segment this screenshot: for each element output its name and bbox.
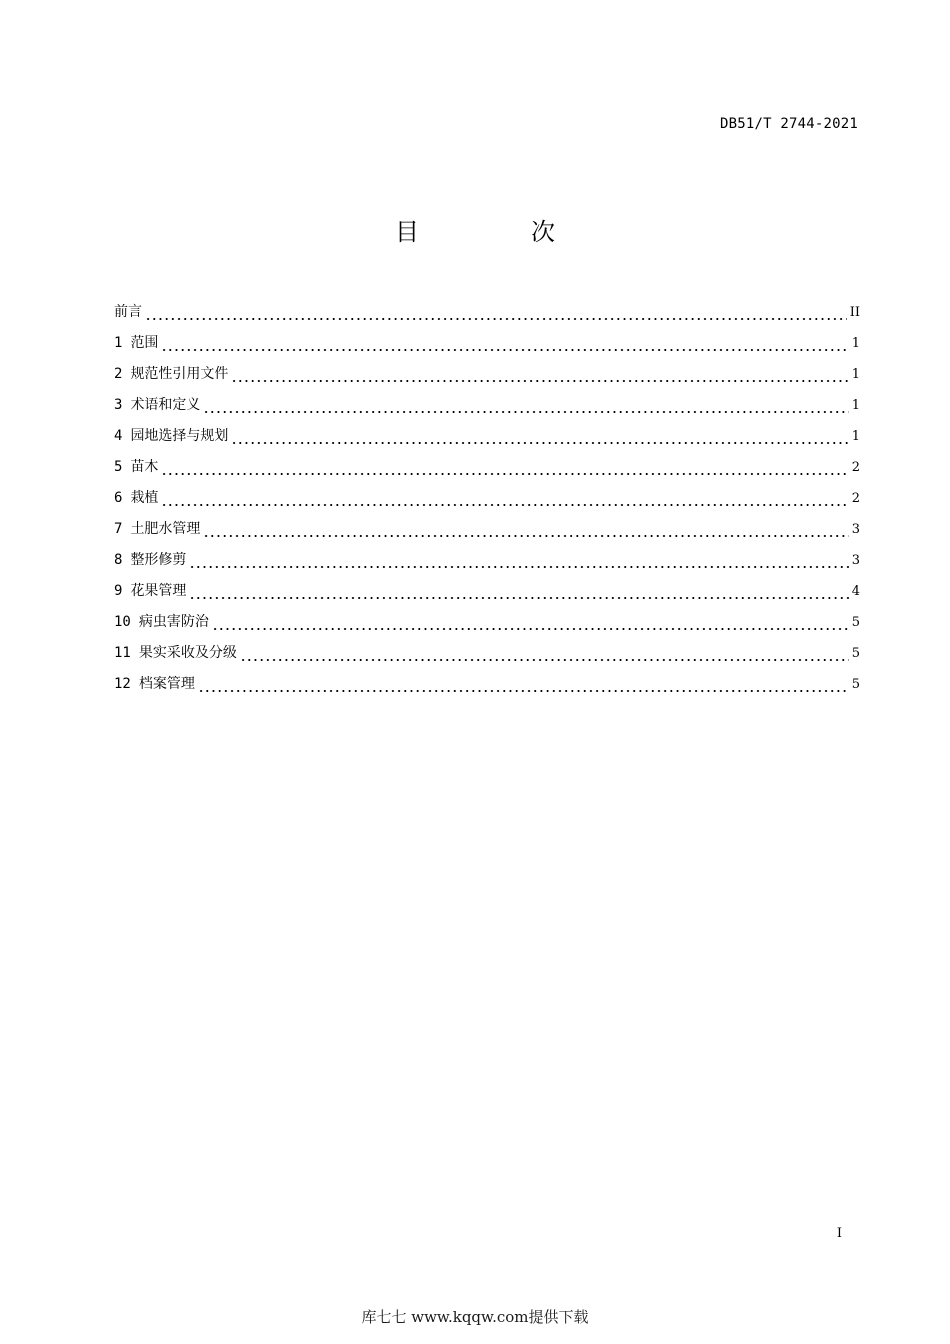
toc-entry-page: 5 (851, 677, 860, 692)
toc-entry-page: 4 (851, 584, 860, 599)
toc-entry-number: 1 (114, 335, 123, 351)
toc-dot-leader (212, 628, 849, 630)
toc-entry-number: 9 (114, 583, 123, 599)
toc-entry-text: 花果管理 (130, 583, 187, 599)
toc-dot-leader (231, 380, 848, 382)
toc-entry-page: 1 (851, 336, 860, 351)
toc-entry-number: 11 (114, 645, 131, 661)
toc-entry-9[interactable] (114, 578, 860, 609)
toc-entry-1[interactable] (114, 330, 860, 361)
toc-entry-text: 档案管理 (138, 676, 195, 692)
toc-entry-page: 2 (851, 491, 860, 506)
toc-entry-11[interactable] (114, 640, 860, 671)
toc-entry-number: 5 (114, 459, 123, 475)
toc-entry-number: 8 (114, 552, 123, 568)
toc-dot-leader (189, 597, 848, 599)
toc-entry-text: 果实采收及分级 (138, 645, 237, 661)
toc-entry-number: 4 (114, 428, 123, 444)
toc-entry-page: 2 (851, 460, 860, 475)
toc-entry-2[interactable] (114, 361, 860, 392)
toc-dot-leader (203, 535, 848, 537)
toc-entry-page: 5 (851, 615, 860, 630)
toc-entry-6[interactable] (114, 485, 860, 516)
toc-dot-leader (161, 504, 848, 506)
toc-entry-text: 规范性引用文件 (130, 366, 229, 382)
table-of-contents (114, 299, 860, 702)
toc-entry-text: 术语和定义 (130, 397, 201, 413)
toc-entry-5[interactable] (114, 454, 860, 485)
toc-dot-leader (203, 411, 848, 413)
toc-dot-leader (240, 659, 849, 661)
toc-entry-text: 园地选择与规划 (130, 428, 229, 444)
toc-entry-8[interactable] (114, 547, 860, 578)
toc-entry-10[interactable] (114, 609, 860, 640)
toc-entry-number: 7 (114, 521, 123, 537)
toc-entry-page: 1 (851, 429, 860, 444)
toc-entry-number: 2 (114, 366, 123, 382)
toc-entry-number: 3 (114, 397, 123, 413)
toc-entry-page: II (849, 305, 860, 320)
toc-entry-7[interactable] (114, 516, 860, 547)
toc-dot-leader (161, 349, 848, 351)
toc-entry-page: 3 (851, 553, 860, 568)
page-number: I (836, 1226, 842, 1241)
toc-entry-text: 土肥水管理 (130, 521, 201, 537)
toc-dot-leader (161, 473, 848, 475)
toc-entry-page: 1 (851, 398, 860, 413)
toc-dot-leader (189, 566, 848, 568)
toc-entry-text: 整形修剪 (130, 552, 187, 568)
download-watermark: 库七七 www.kqqw.com提供下载 (361, 1308, 589, 1326)
toc-entry-text: 苗木 (130, 459, 159, 475)
toc-entry-page: 5 (851, 646, 860, 661)
toc-dot-leader (198, 690, 849, 692)
toc-entry-number: 12 (114, 676, 131, 692)
toc-entry-text: 范围 (130, 335, 159, 351)
toc-entry-number: 10 (114, 614, 131, 630)
toc-entry-number: 6 (114, 490, 123, 506)
toc-entry-foreword[interactable] (114, 299, 860, 330)
toc-title: 目 次 (395, 218, 599, 246)
toc-entry-4[interactable] (114, 423, 860, 454)
toc-entry-12[interactable] (114, 671, 860, 702)
toc-entry-text: 栽植 (130, 490, 159, 506)
toc-dot-leader (231, 442, 848, 444)
toc-entry-text: 病虫害防治 (138, 614, 209, 630)
document-code: DB51/T 2744-2021 (719, 116, 858, 132)
toc-entry-text: 前言 (114, 304, 142, 320)
toc-entry-page: 3 (851, 522, 860, 537)
toc-entry-page: 1 (851, 367, 860, 382)
toc-entry-3[interactable] (114, 392, 860, 423)
toc-dot-leader (145, 318, 847, 320)
